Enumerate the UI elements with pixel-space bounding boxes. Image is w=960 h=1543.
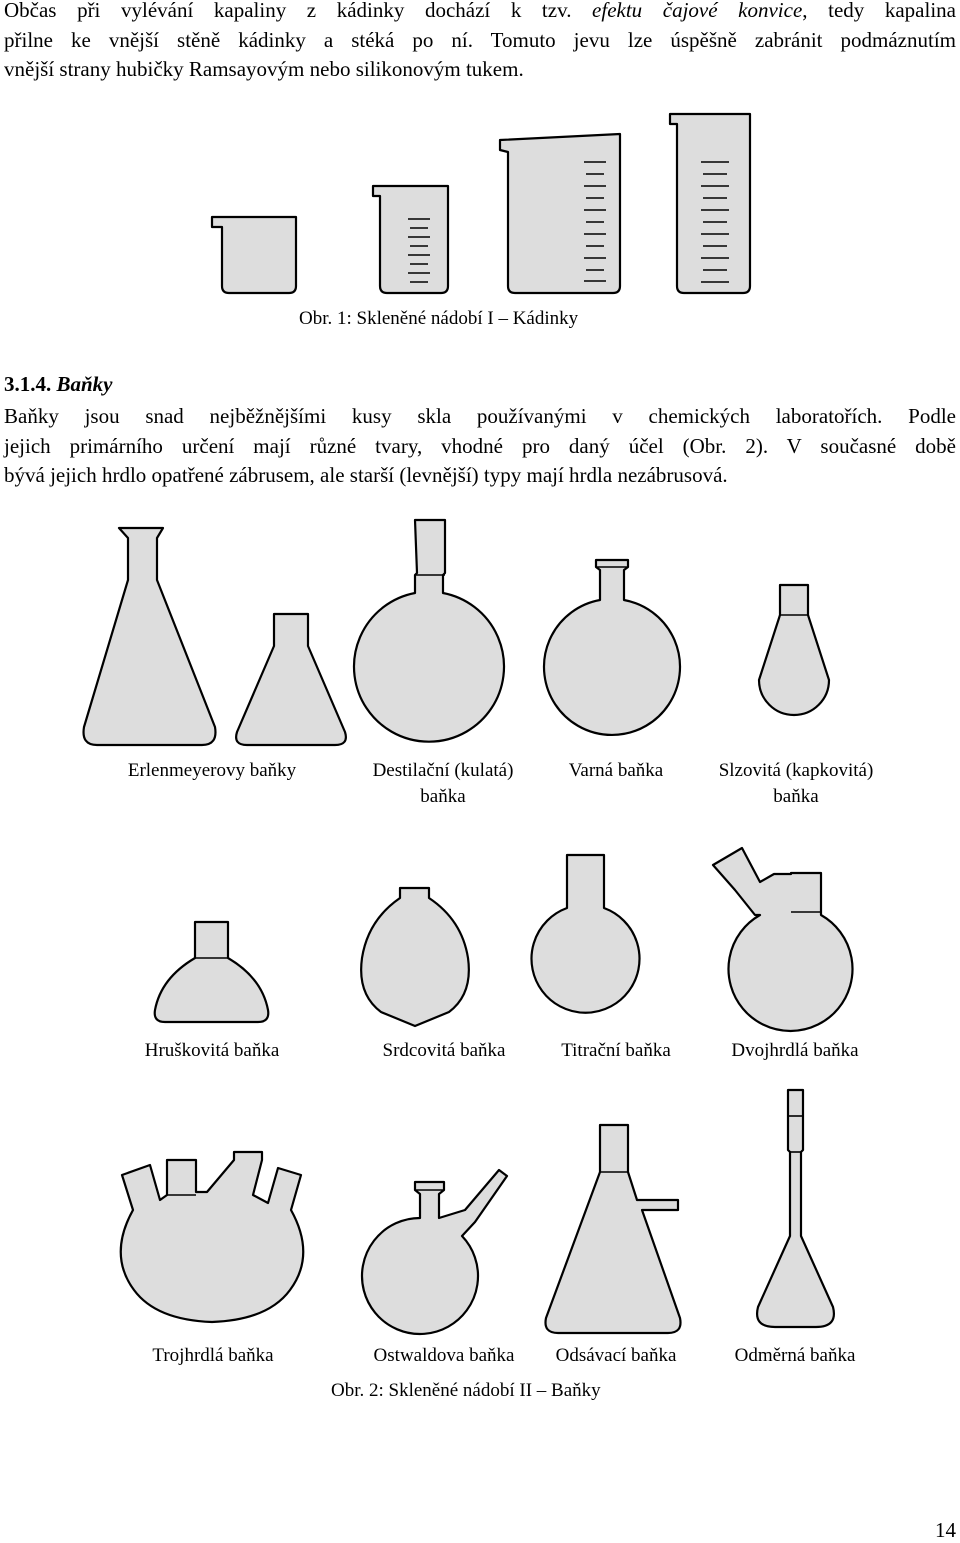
section-title: Baňky xyxy=(56,372,113,396)
ostwald-flask xyxy=(362,1170,507,1334)
beaker-small xyxy=(212,217,296,293)
three-neck-flask xyxy=(121,1152,304,1322)
label-teardrop-line-1: Slzovitá (kapkovitá) xyxy=(718,760,874,781)
titration-flask xyxy=(532,855,640,1013)
flasks-line-3: bývá jejich hrdlo opatřené zábrusem, ale starší (levnější) typy mají hrdla nezábrusová. xyxy=(4,463,728,487)
label-distillation-line-2: baňka xyxy=(420,786,466,807)
flasks-line-1: Baňky jsou snad nejběžnějšími kusy skla používanými v chemických laboratořích. Podle xyxy=(4,404,956,428)
teardrop-flask xyxy=(759,585,829,715)
erlenmeyer-flask-large xyxy=(84,528,216,745)
beaker-medium xyxy=(373,186,448,293)
heart-shaped-flask xyxy=(361,888,469,1026)
label-distillation xyxy=(373,758,514,810)
section-heading xyxy=(4,372,113,397)
label-titration: Titrační baňka xyxy=(561,1040,671,1061)
label-distillation-line-1: Destilační (kulatá) xyxy=(372,760,514,781)
distillation-flask xyxy=(354,520,504,742)
volumetric-flask xyxy=(757,1090,834,1327)
beaker-large xyxy=(500,134,620,293)
page-number: 14 xyxy=(935,1518,956,1542)
flasks-paragraph xyxy=(4,402,956,491)
beaker-tall xyxy=(670,114,750,293)
figure-1-caption: Obr. 1: Skleněné nádobí I – Kádinky xyxy=(299,308,579,329)
label-volumetric: Odměrná baňka xyxy=(734,1345,856,1366)
intro-line-3: vnější strany hubičky Ramsayovým nebo silikonovým tukem. xyxy=(4,57,524,81)
label-two-neck: Dvojhrdlá baňka xyxy=(731,1040,859,1061)
emphasis-teapot-effect: efektu čajové konvice xyxy=(592,0,803,22)
label-pear: Hruškovitá baňka xyxy=(144,1040,280,1061)
label-boiling: Varná baňka xyxy=(568,760,664,781)
boiling-flask xyxy=(544,560,680,735)
intro-line-1: Občas při vylévání kapaliny z kádinky dochází k tzv. efektu čajové konvice, tedy kapalina xyxy=(4,0,956,22)
figure-2-caption: Obr. 2: Skleněné nádobí II – Baňky xyxy=(331,1380,601,1401)
two-neck-flask xyxy=(713,848,852,1031)
suction-flask xyxy=(546,1125,681,1333)
label-teardrop-line-2: baňka xyxy=(773,786,819,807)
flasks-line-2: jejich primárního určení mají různé tvary, vhodné pro daný účel (Obr. 2). V současné době xyxy=(4,433,956,458)
label-heart: Srdcovitá baňka xyxy=(382,1040,506,1061)
label-ostwald: Ostwaldova baňka xyxy=(373,1345,515,1366)
intro-line-2: přilne ke vnější stěně kádinky a stéká po ní. Tomuto jevu lze úspěšně zabránit podmáznutím xyxy=(4,27,956,52)
label-suction: Odsávací baňka xyxy=(555,1345,677,1366)
label-erlenmeyer: Erlenmeyerovy baňky xyxy=(127,760,297,781)
label-three-neck: Trojhrdlá baňka xyxy=(152,1345,274,1366)
erlenmeyer-flask-small xyxy=(236,614,346,745)
label-teardrop xyxy=(719,758,874,810)
section-number: 3.1.4. xyxy=(4,372,52,396)
pear-shaped-flask xyxy=(155,922,269,1022)
